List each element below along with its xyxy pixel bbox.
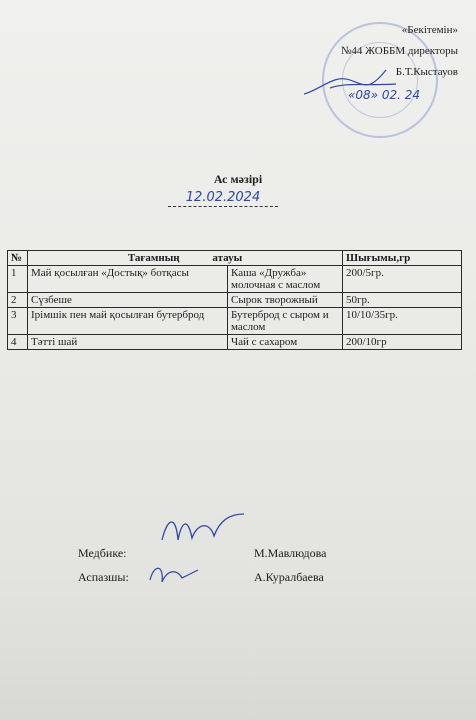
- header-dish-name: Тағамның атауы: [28, 251, 343, 266]
- dish-name-kz: Тәтті шай: [28, 335, 228, 350]
- menu-date: 12.02.2024: [168, 190, 278, 207]
- cook-signature: [144, 560, 204, 590]
- approval-handwritten-date: «08» 02. 24: [348, 88, 421, 102]
- dish-name-ru: Чай с сахаром: [228, 335, 343, 350]
- approval-director-name: Б.Т.Кыстауов: [395, 66, 458, 78]
- dish-name-kz: Май қосылған «Достық» ботқасы: [28, 266, 228, 293]
- nurse-name: М.Мавлюдова: [254, 546, 327, 560]
- header-yield: Шығымы,гр: [343, 251, 462, 266]
- cook-name: А.Куралбаева: [254, 570, 324, 584]
- table-row: [8, 266, 462, 293]
- row-number: 2: [8, 293, 28, 308]
- row-number: 4: [8, 335, 28, 350]
- nurse-signature: [158, 510, 248, 554]
- menu-table: [7, 250, 462, 350]
- dish-name-ru: Каша «Дружба» молочная с маслом: [228, 266, 343, 293]
- menu-table-header: [8, 251, 462, 266]
- dish-yield: 10/10/35гр.: [343, 308, 462, 335]
- menu-title: Ас мәзірі: [213, 172, 263, 186]
- dish-name-kz: Ірімшік пен май қосылған бутерброд: [28, 308, 228, 335]
- table-row: [8, 308, 462, 335]
- row-number: 3: [8, 308, 28, 335]
- nurse-role: Медбике:: [78, 546, 127, 560]
- header-number: №: [8, 251, 28, 266]
- dish-yield: 200/10гр: [343, 335, 462, 350]
- approval-heading: «Бекітемін»: [401, 24, 458, 36]
- row-number: 1: [8, 266, 28, 293]
- dish-yield: 200/5гр.: [343, 266, 462, 293]
- dish-name-kz: Сүзбеше: [28, 293, 228, 308]
- table-row: [8, 293, 462, 308]
- dish-yield: 50гр.: [343, 293, 462, 308]
- table-row: [8, 335, 462, 350]
- cook-role: Аспазшы:: [78, 570, 129, 584]
- approval-position: №44 ЖОББМ директоры: [340, 45, 458, 57]
- dish-name-ru: Бутерброд с сыром и маслом: [228, 308, 343, 335]
- dish-name-ru: Сырок творожный: [228, 293, 343, 308]
